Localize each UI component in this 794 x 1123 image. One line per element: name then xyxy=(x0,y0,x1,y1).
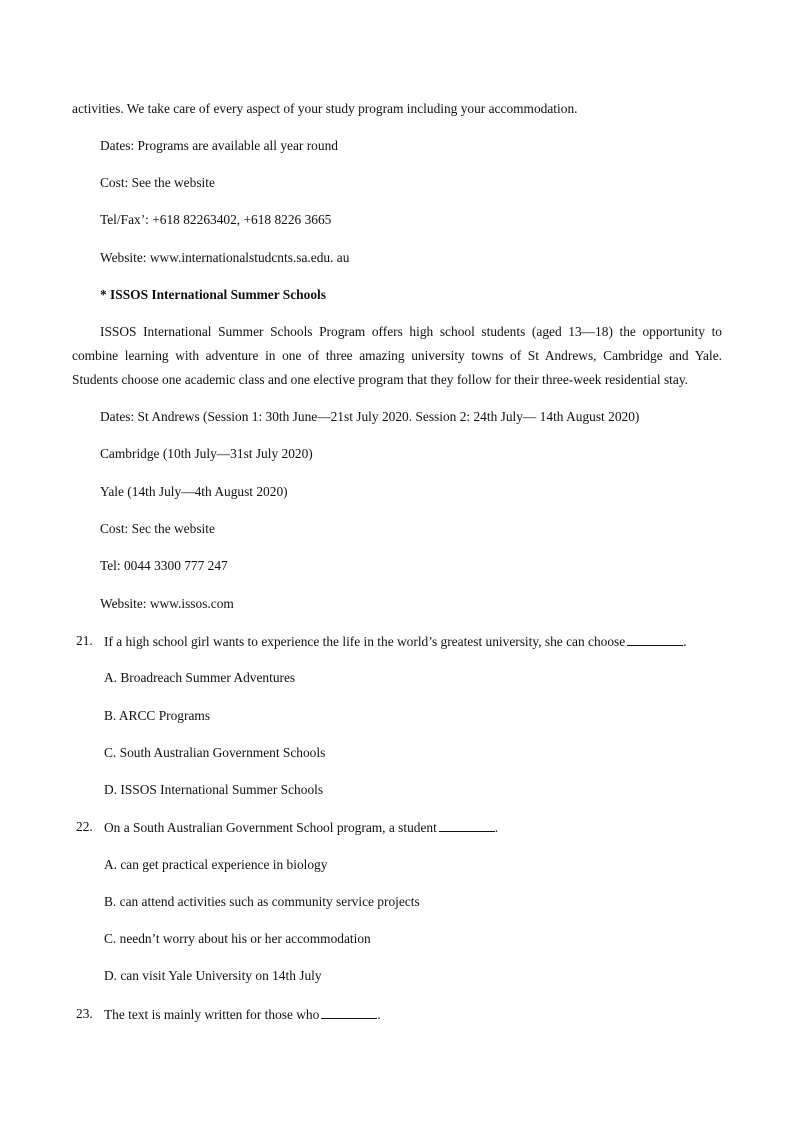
sa-dates: Dates: Programs are available all year round xyxy=(100,138,338,153)
question-stem xyxy=(104,819,498,836)
issos-yale: Yale (14th July—4th August 2020) xyxy=(100,484,288,499)
option-d: D. can visit Yale University on 14th July xyxy=(104,968,322,983)
answer-blank[interactable] xyxy=(321,1006,377,1019)
issos-para-line3: Students choose one academic class and one elective program that they follow for their three-week residential stay. xyxy=(72,372,688,387)
option-b: B. can attend activities such as community service projects xyxy=(104,894,420,909)
issos-website: Website: www.issos.com xyxy=(100,596,234,611)
sa-tel: Tel/Fax’: +618 82263402, +618 8226 3665 xyxy=(100,212,332,227)
issos-para-line1: ISSOS International Summer Schools Program offers high school students (aged 13—18) the opportunity to xyxy=(100,324,722,339)
issos-cambridge: Cambridge (10th July—31st July 2020) xyxy=(100,446,313,461)
option-c: C. South Australian Government Schools xyxy=(104,745,326,760)
question-stem-end: . xyxy=(377,1007,381,1022)
question-stem-end: . xyxy=(494,820,499,835)
question-stem xyxy=(104,1006,381,1023)
question-number: 21. xyxy=(76,633,93,648)
question-stem-text: On a South Australian Government School program, a student xyxy=(104,820,437,835)
option-c: C. needn’t worry about his or her accommodation xyxy=(104,931,371,946)
question-number: 22. xyxy=(76,819,93,834)
question-stem-text: The text is mainly written for those who xyxy=(104,1007,320,1022)
option-a: A. can get practical experience in biology xyxy=(104,857,328,872)
sa-cost: Cost: See the website xyxy=(100,175,215,190)
issos-cost: Cost: Sec the website xyxy=(100,521,215,536)
issos-tel: Tel: 0044 3300 777 247 xyxy=(100,558,228,573)
intro-tail-text: activities. We take care of every aspect of your study program including your accommodation. xyxy=(72,101,578,116)
option-a: A. Broadreach Summer Adventures xyxy=(104,670,296,685)
issos-para-line2: combine learning with adventure in one of three amazing university towns of St Andrews, Cambridge and Yale. xyxy=(72,348,722,363)
issos-heading: * ISSOS International Summer Schools xyxy=(100,287,326,302)
question-stem xyxy=(104,633,687,650)
question-stem-end: . xyxy=(683,634,687,649)
answer-blank[interactable] xyxy=(439,819,495,832)
option-d: D. ISSOS International Summer Schools xyxy=(104,782,324,797)
issos-dates: Dates: St Andrews (Session 1: 30th June—21st July 2020. Session 2: 24th July— 14th August 2020) xyxy=(100,409,640,424)
option-b: B. ARCC Programs xyxy=(104,708,211,723)
question-stem-text: If a high school girl wants to experience the life in the world’s greatest university, she can choose xyxy=(104,634,626,649)
sa-website: Website: www.internationalstudcnts.sa.edu. au xyxy=(100,250,350,265)
question-number: 23. xyxy=(76,1006,93,1021)
answer-blank[interactable] xyxy=(627,633,683,646)
